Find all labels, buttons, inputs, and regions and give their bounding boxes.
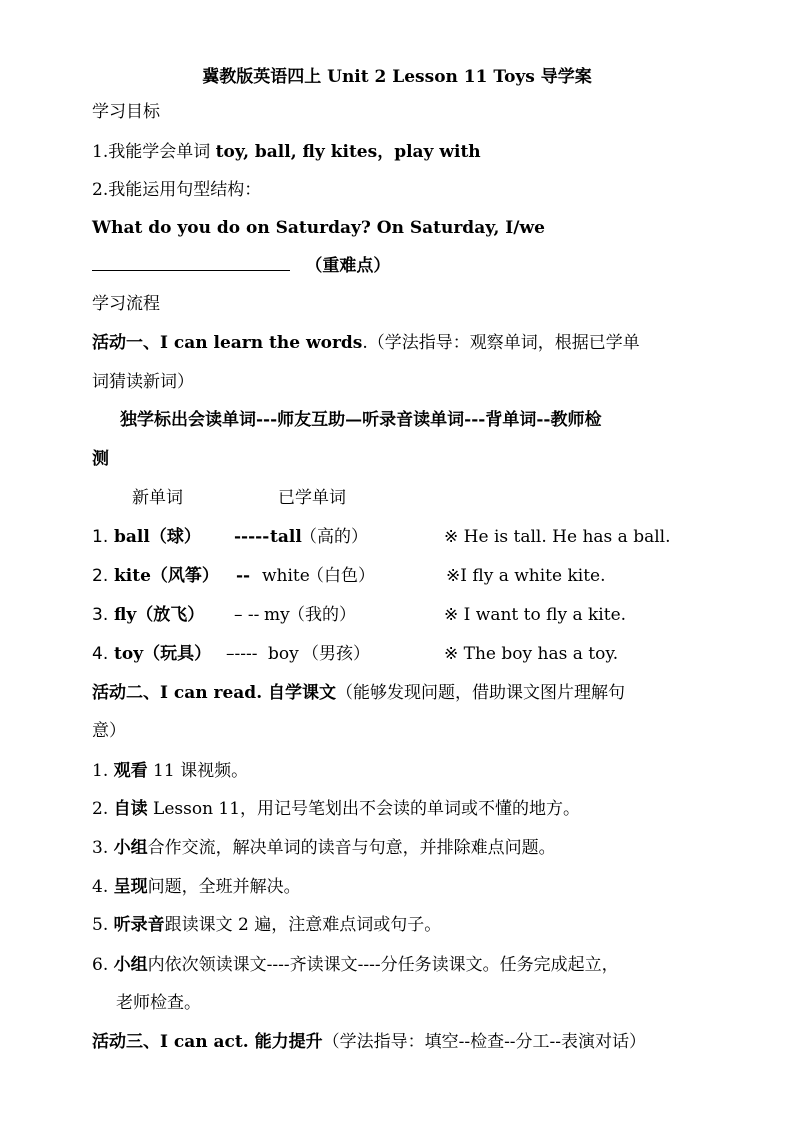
list-item-keyword: 小组 (113, 955, 148, 975)
activity-2-guidance-cont: 意） (92, 721, 126, 741)
list-item-text: 跟读课文 2 遍，注意难点词或句子。 (164, 915, 442, 935)
learned-word-meaning: （高的） (300, 527, 368, 547)
activity-3-title: 活动三、I can act. 能力提升 (92, 1032, 323, 1052)
activity-1-steps-cont: 测 (92, 449, 109, 469)
list-item (92, 797, 580, 821)
answer-blank (92, 254, 290, 271)
activity-1-guidance-cont: 词猜读新词） (92, 372, 194, 392)
learned-word: tall (270, 527, 302, 547)
word-num: 2. (92, 566, 109, 586)
list-item-num: 2. (92, 799, 109, 819)
list-item-num: 3. (92, 838, 109, 858)
column-learned-words: 已学单词 (278, 488, 346, 508)
fill-blank-line (92, 254, 390, 278)
list-item (92, 913, 441, 937)
learned-word-meaning: （男孩） (302, 644, 370, 664)
list-item (92, 759, 248, 783)
list-item-text: 内依次领读课文----齐读课文----分任务读课文。任务完成起立， (147, 955, 619, 975)
document-page (92, 0, 712, 1123)
word-link: -- (236, 566, 251, 586)
learned-word: white (262, 566, 310, 586)
list-item-text: 合作交流，解决单词的读音与句意，并排除难点问题。 (147, 838, 556, 858)
list-item-keyword: 小组 (113, 838, 148, 858)
learned-word: my (264, 605, 290, 625)
example-sentence: ※ He is tall. He has a ball. (444, 527, 671, 547)
activity-3-heading (92, 1030, 646, 1054)
list-item-num: 6. (92, 955, 109, 975)
list-item (92, 953, 619, 977)
list-item-keyword: 观看 (113, 761, 148, 781)
word-num: 4. (92, 644, 109, 664)
new-word: kite（风筝） (114, 566, 219, 586)
goal-item-1-prefix: 1.我能学会单词 (92, 142, 216, 162)
example-sentence: ※I fly a white kite. (446, 566, 606, 586)
word-link: ----- (234, 527, 270, 547)
key-difficulty-note: （重难点） (305, 256, 391, 276)
new-word: toy（玩具） (114, 644, 212, 664)
example-sentence: ※ The boy has a toy. (444, 644, 619, 664)
word-num: 1. (92, 527, 109, 547)
list-item-cont: 老师检查。 (116, 993, 201, 1013)
activity-1-title: 活动一、I can learn the words (92, 333, 363, 353)
learned-word-meaning: （白色） (307, 566, 375, 586)
activity-2-heading (92, 681, 625, 705)
list-item-text: 11 课视频。 (147, 761, 249, 781)
word-link: – -- (234, 605, 260, 625)
column-new-words: 新单词 (132, 488, 183, 508)
new-word: fly（放飞） (114, 605, 205, 625)
activity-1-steps: 独学标出会读单词---师友互助—听录音读单词---背单词--教师检 (120, 410, 602, 430)
activity-2-title: 活动二、I can read. 自学课文 (92, 683, 337, 703)
list-item-text: 问题，全班并解决。 (147, 877, 301, 897)
list-item-keyword: 自读 (113, 799, 148, 819)
goal-item-1 (92, 140, 481, 164)
goals-heading: 学习目标 (92, 102, 160, 122)
activity-3-guidance: （学法指导：填空--检查--分工--表演对话） (322, 1032, 647, 1052)
list-item (92, 836, 556, 860)
word-link: –---- (226, 644, 258, 664)
example-sentence: ※ I want to fly a kite. (444, 605, 627, 625)
list-item-keyword: 呈现 (113, 877, 148, 897)
learned-word-meaning: （我的） (288, 605, 356, 625)
list-item-keyword: 听录音 (113, 915, 165, 935)
new-word: ball（球） (114, 527, 201, 547)
list-item-num: 5. (92, 915, 109, 935)
list-item-num: 4. (92, 877, 109, 897)
activity-1-heading (92, 331, 640, 355)
list-item-num: 1. (92, 761, 109, 781)
document-title: 冀教版英语四上 Unit 2 Lesson 11 Toys 导学案 (202, 67, 592, 87)
learned-word: boy (268, 644, 299, 664)
list-item-text: Lesson 11，用记号笔划出不会读的单词或不懂的地方。 (147, 799, 581, 819)
activity-1-guidance: .（学法指导：观察单词，根据已学单 (362, 333, 640, 353)
list-item (92, 875, 301, 899)
word-num: 3. (92, 605, 109, 625)
activity-2-guidance: （能够发现问题，借助课文图片理解句 (336, 683, 626, 703)
target-sentence: What do you do on Saturday? On Saturday, I/we (92, 218, 545, 238)
goal-item-2: 2.我能运用句型结构： (92, 180, 262, 200)
goal-item-1-words: toy, ball, fly kites，play with (215, 142, 481, 162)
process-heading: 学习流程 (92, 294, 160, 314)
